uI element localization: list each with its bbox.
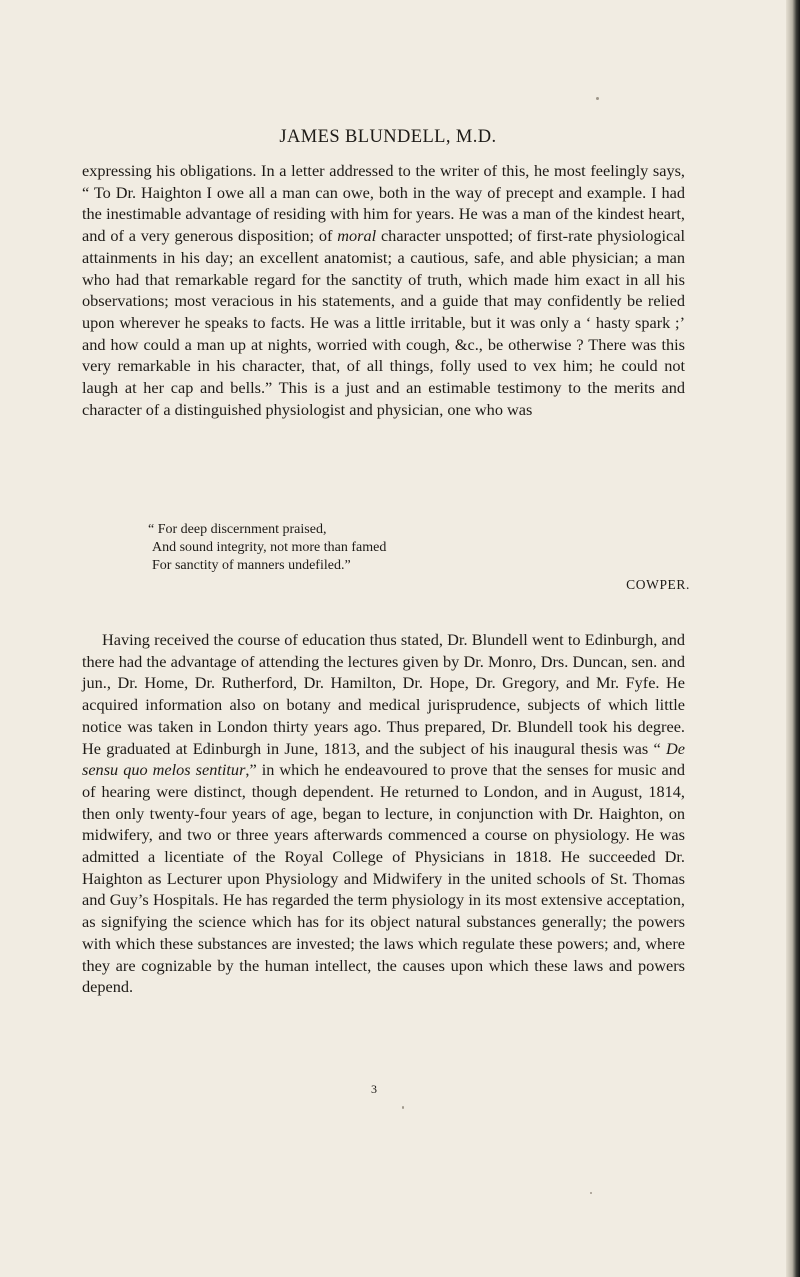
quote-attribution: COWPER. [626, 577, 690, 592]
page-number: 3 [371, 1082, 377, 1096]
running-head: JAMES BLUNDELL, M.D. [279, 127, 497, 147]
paragraph-2 [82, 629, 685, 998]
quote-line-3: For sanctity of manners undefiled.” [152, 557, 351, 573]
scan-edge [786, 0, 800, 1277]
paper-speck [590, 1192, 592, 1194]
paper-speck [596, 97, 599, 100]
paragraph-1 [82, 160, 685, 420]
verse-quotation [148, 521, 688, 574]
quote-line-1: “ For deep discernment praised, [148, 522, 327, 537]
paper-speck [402, 1106, 404, 1109]
quote-line-2: And sound integrity, not more than famed [152, 539, 387, 555]
paragraph-2-text: Having received the course of education thus stated, Dr. Blundell went to Edinburgh, and there had the advantage of attending the lectures given by Dr. Monro, Drs. Duncan, sen. and jun., Dr. Home, Dr. Rutherford, Dr. Hamilton, Dr. Hope, Dr. Gregory, and Mr. Fyfe. He acquired information also on botany and medical jurisprudence, subjects of which little notice was taken in London thirty years ago. Thus prepared, Dr. Blundell took his degree. He graduated at Edinburgh in June, 1813, and the subject of his inaugural thesis was “ De sensu quo melos sentitur,” in which he endeavoured to prove that the senses for music and of hearing were distinct, though dependent. He returned to London, and in August, 1814, then only twenty-four years of age, began to lecture, in conjunction with Dr. Haighton, on midwifery, and two or three years afterwards commenced a course on physiology. He was admitted a licentiate of the Royal College of Physicians in 1818. He succeeded Dr. Haighton as Lecturer upon Physiology and Midwifery in the united schools of St. Thomas and Guy’s Hospitals. He has regarded the term physiology in its most extensive acceptation, as signifying the science which has for its object natural substances generally; the powers with which these substances are invested; the laws which regulate these powers; and, where they are cognizable by the human intellect, the causes upon which these laws and powers depend. [82, 630, 685, 997]
paragraph-1-text: expressing his obligations. In a letter addressed to the writer of this, he most feelingly says, “ To Dr. Haighton I owe all a man can owe, both in the way of precept and example. I had the inestimable advantage of residing with him for years. He was a man of the kindest heart, and of a very generous disposition; of moral character unspotted; of first-rate physiological attainments in his day; an excellent anatomist; a cautious, safe, and able physician; a man who had that remarkable regard for the sanctity of truth, which made him exact in all his observations; most veracious in his statements, and a guide that may confidently be relied upon wherever he speaks to facts. He was a little irritable, but it was only a ‘ hasty spark ;’ and how could a man up at nights, worried with cough, &c., be otherwise ? There was this very remarkable in his character, that, of all things, folly used to vex him; he could not laugh at her cap and bells.” This is a just and an estimable testimony to the merits and character of a distinguished physiologist and physician, one who was [82, 161, 686, 419]
